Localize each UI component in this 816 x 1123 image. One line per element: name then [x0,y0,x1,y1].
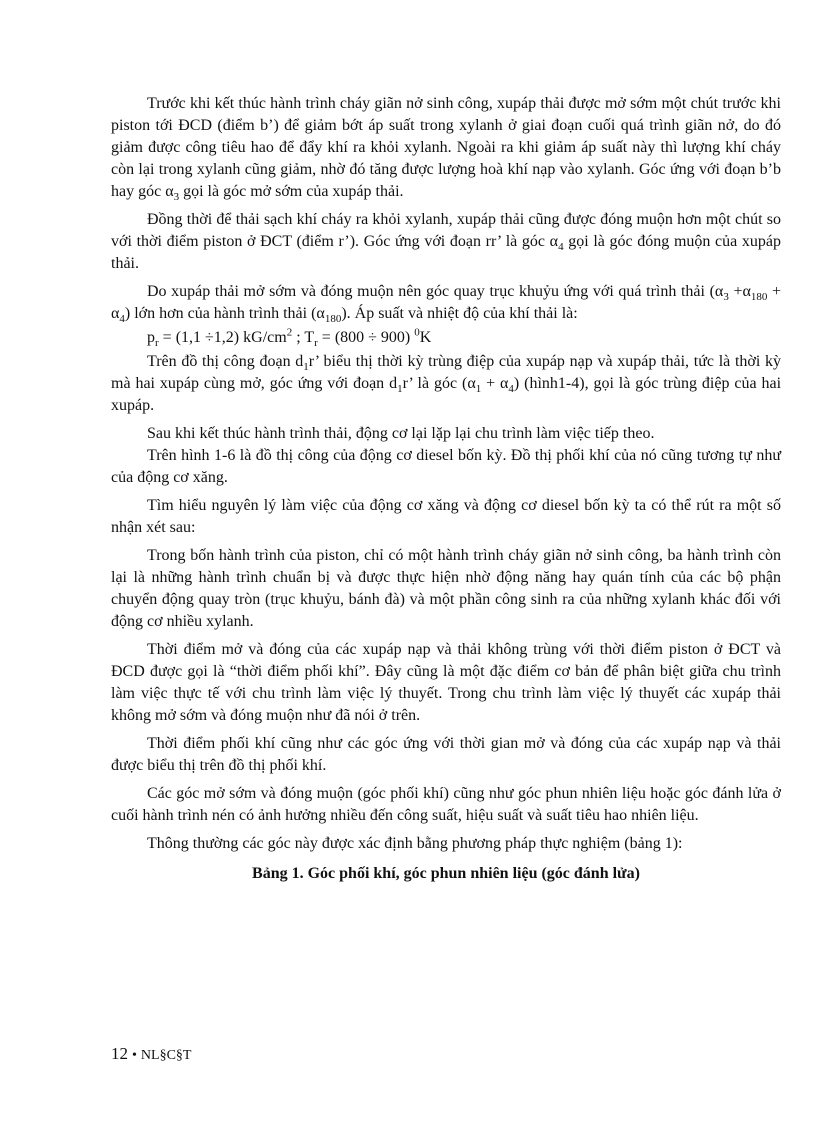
page-footer [111,1044,191,1064]
text-run: Do xupáp thải mở sớm và đóng muộn nên góc quay trục khuỷu ứng với quá trình thải (α [147,283,724,300]
paragraph-power-stroke: Trong bốn hành trình của piston, chỉ có một hành trình cháy giãn nở sinh công, ba hành trình còn lại là những hành trình chuẩn bị và được thực hiện nhờ động năng hay quán tính của các bộ phận chuyển động quay tròn (trục khuỷu, bánh đà) và một phần công sinh ra của những xylanh khác đối với động cơ nhiều xylanh. [111,547,781,630]
text-run: gọi là góc mở sớm của xupáp thải. [179,183,404,200]
bullet-icon: • [132,1048,137,1063]
text-run: ) (hình1-4), gọi là góc trùng điệp của hai xupáp. [111,375,782,414]
paragraph-experimental: Thông thường các góc này được xác định bằng phương pháp thực nghiệm (bảng 1): [147,835,683,852]
text-run: Đồng thời để thải sạch khí cháy ra khỏi xylanh, xupáp thải cũng được đóng muộn hơn một chút so với thời điểm piston ở ĐCT (điểm r’). Góc ứng với đoạn rr’ là góc α [111,211,781,250]
text-run: + α [111,283,782,322]
paragraph-timing-diagram: Thời điểm phối khí cũng như các góc ứng với thời gian mở và đóng của các xupáp nạp và thải được biểu thị trên đồ thị phối khí. [111,735,781,774]
paragraph-valve-timing: Thời điểm mở và đóng của các xupáp nạp và thải không trùng với thời điểm piston ở ĐCT và ĐCD được gọi là “thời điểm phối khí”. Đây cũng là một đặc điểm cơ bản để phân biệt giữa chu trình làm việc thực tế với chu trình làm việc lý thuyết. Trong chu trình làm việc lý thuyết các xupáp thải không mở sớm và đóng muộn như đã nói ở trên. [111,641,781,724]
text-run: = (800 ÷ 900) [317,329,415,346]
text-run: Trước khi kết thúc hành trình cháy giãn nở sinh công, xupáp thải được mở sớm một chút trước khi piston tới ĐCD (điểm b’) để giảm bớt áp suất trong xylanh ở giai đoạn cuối quá trình giãn nở, do đó giảm được công tiêu hao để đẩy khí ra khỏi xylanh. Ngoài ra khi giảm áp suất này thì lượng khí cháy còn lại trong xylanh cũng giảm, nhờ đó tăng được lượng hoà khí nạp vào xylanh. Góc ứng với đoạn b’b hay góc α [111,95,781,200]
subscript: 3 [723,291,729,304]
subscript: 180 [750,291,768,304]
text-run: = (1,1 ÷1,2) kG/cm [158,329,287,346]
subscript: 1 [475,383,482,396]
paragraph-diesel-diagram: Trên hình 1-6 là đồ thị công của động cơ diesel bốn kỳ. Đồ thị phối khí của nó cũng tương tự như của động cơ xăng. [111,447,781,486]
paragraph-exhaust-early-opening [111,93,781,203]
subscript: 180 [324,313,342,326]
paragraph-exhaust-angle [111,281,781,325]
text-run: ; T [292,329,315,346]
text-run: r’ là góc (α [402,375,476,392]
text-run: ). Áp suất và nhiệt độ của khí thải là: [341,305,578,322]
subscript: 1 [303,361,309,374]
text-run: ) lớn hơn của hành trình thải (α [124,305,325,322]
table-caption: Bảng 1. Góc phối khí, góc phun nhiên liệu (góc đánh lửa) [252,865,640,882]
subscript: 4 [119,313,125,326]
subscript: r [155,337,159,350]
text-run: Trên đồ thị công đoạn d [147,353,304,370]
paragraph-remarks-intro: Tìm hiểu nguyên lý làm việc của động cơ xăng và động cơ diesel bốn kỳ ta có thể rút ra một số nhận xét sau: [111,497,781,536]
text-run: +α [728,283,751,300]
paragraph-valve-overlap [111,351,781,417]
formula-exhaust-pressure-temperature [147,327,781,349]
text-run: + α [481,375,509,392]
superscript: 0 [414,326,420,339]
subscript: 1 [397,383,403,396]
paragraph-exhaust-late-closing [111,209,781,275]
subscript: 4 [508,383,514,396]
document-body [111,93,781,885]
subscript: 3 [173,191,180,204]
subscript: r [314,337,318,350]
text-run: p [147,329,155,346]
page-number: 12 [111,1044,128,1063]
text-run: K [419,329,432,346]
subscript: 4 [558,241,564,254]
text-run: gọi là góc đóng muộn của xupáp thải. [111,233,782,272]
superscript: 2 [286,326,293,339]
footer-tag: NL§C§T [140,1048,192,1063]
paragraph-angle-effects: Các góc mở sớm và đóng muộn (góc phối khí) cũng như góc phun nhiên liệu hoặc góc đánh lửa ở cuối hành trình nén có ảnh hưởng nhiều đến công suất, hiệu suất và suất tiêu hao nhiên liệu. [111,785,781,824]
text-run: r’ biểu thị thời kỳ trùng điệp của xupáp nạp và xupáp thải, tức là thời kỳ mà hai xupáp cùng mở, góc ứng với đoạn d [111,353,782,392]
paragraph-cycle-repeat: Sau khi kết thúc hành trình thải, động cơ lại lặp lại chu trình làm việc tiếp theo. [147,425,655,442]
